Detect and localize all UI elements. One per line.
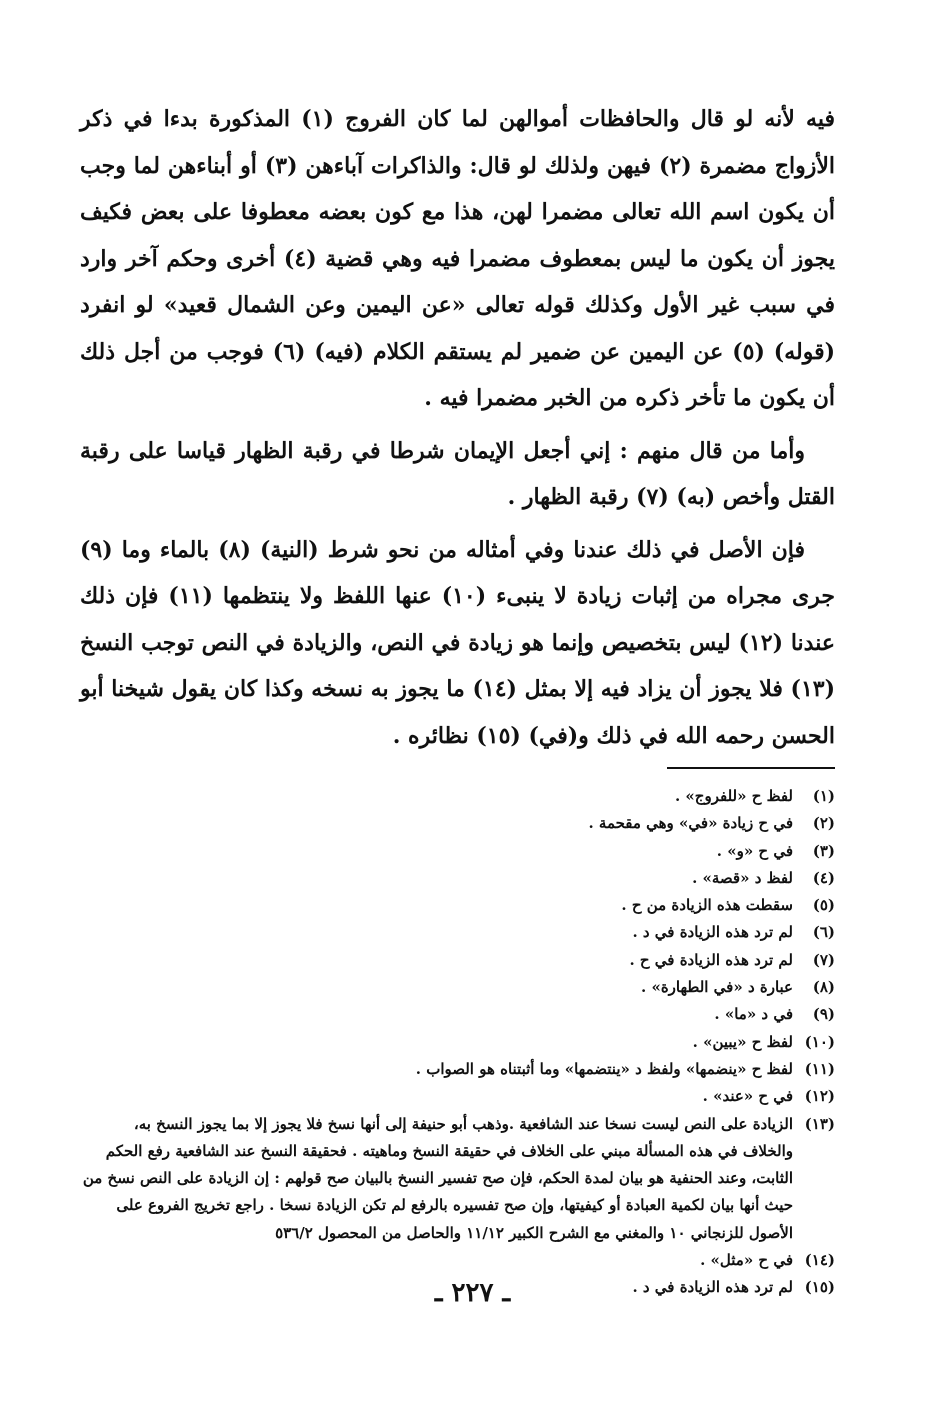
footnote-number: (١٣) (804, 1114, 835, 1133)
footnote-number: (٥) (812, 896, 835, 915)
footnote-text: لم ترد هذه الزيادة في د . (632, 1278, 793, 1297)
footnote-text: في ح «عند» . (702, 1087, 793, 1106)
footnote-text: سقطت هذه الزيادة من ح . (621, 896, 793, 915)
footnote-number: (٢) (812, 814, 835, 833)
footnote-number: (٤) (812, 868, 835, 887)
footnote (80, 1029, 835, 1056)
footnote-number: (١٢) (804, 1087, 835, 1106)
footnote-number: (١) (812, 787, 835, 805)
footnote-number: (١٤) (804, 1251, 835, 1270)
footnote-number: (٣) (812, 841, 835, 860)
page-number: ـ ٢٢٧ ـ (434, 1278, 511, 1308)
footnote-number: (١٠) (804, 1032, 835, 1051)
footnote-text: لم ترد هذه الزيادة في د . (632, 923, 793, 942)
footnote (80, 838, 835, 865)
footnote-text: لم ترد هذه الزيادة في ح . (629, 950, 793, 969)
footnote-number: (٨) (812, 978, 835, 997)
footnote (80, 947, 835, 974)
footnote-text: لفظ ح «ينضمها» ولفظ د «ينتضمها» وما أثبتناه هو الصواب . (415, 1059, 793, 1078)
paragraph-3: فإن الأصل في ذلك عندنا وفي أمثاله من نحو شرط (النية) (٨) بالماء وما (٩) جرى مجراه من إثبات زيادة لا ينبىء (١٠) عنها اللفظ ولا ينتظمها (١١) فإن ذلك عندنا (١٢) ليس بتخصيص وإنما هو زيادة في النص، والزيادة في النص توجب النسخ (١٣) فلا يجوز أن يزاد فيه إلا بمثل (١٤) ما يجوز به نسخه وكذا كان يقول شيخنا أبو الحسن رحمه الله في ذلك و(في) (١٥) نظائره . (80, 536, 836, 749)
footnote (80, 1247, 835, 1274)
footnote-text: في ح «و» . (716, 841, 793, 860)
footnote-number: (٦) (812, 923, 835, 942)
footnote (80, 1111, 835, 1247)
footnotes (80, 783, 835, 1302)
footnote (80, 974, 835, 1001)
footnote-text: في ح زيادة «في» وهي مقحمة . (588, 814, 793, 833)
paragraph-1: فيه لأنه لو قال والحافظات أموالهن لما كان الفروج (١) المذكورة بدءا في ذكر الأزواج مضمرة (٢) فيهن ولذلك لو قال: والذاكرات آباءهن (٣) أو أبناءهن لما وجب أن يكون اسم الله تعالى مضمرا لهن، هذا مع كون بعضه معطوفا على بعض فكيف يجوز أن يكون ما ليس بمعطوف مضمرا فيه وهي قضية (٤) أخرى وحكم آخر وارد في سبب غير الأول وكذلك قوله تعالى «عن اليمين وعن الشمال قعيد» لو انفرد (قوله) (٥) عن اليمين عن ضمير لم يستقم الكلام (فيه) (٦) فوجب من أجل ذلك أن يكون ما تأخر ذكره من الخبر مضمرا فيه . (80, 106, 836, 411)
footnote-text: في د «ما» . (714, 1005, 793, 1024)
footnote-number: (٩) (812, 1005, 835, 1024)
footnote (80, 892, 835, 919)
footnote-text: لفظ ح «للفروج» . (674, 787, 793, 805)
footnote-number: (٧) (812, 950, 835, 969)
footnote (80, 1056, 835, 1083)
footnote-number: (١٥) (804, 1278, 835, 1297)
footnote (80, 1083, 835, 1110)
footnote (80, 783, 835, 810)
footnote-number: (١١) (804, 1059, 835, 1078)
footnote-text: لفظ ح «يبين» . (692, 1032, 793, 1051)
main-text (80, 96, 835, 759)
footnote (80, 810, 835, 837)
footnote-text: الزيادة على النص ليست نسخا عند الشافعية .وذهب أبو حنيفة إلى أنها نسخ فلا يجوز إلا بما يجوز النسخ به، والخلاف في هذه المسألة مبني على الخلاف في حقيقة النسخ وماهيته . فحقيقة النسخ عند الشافعية رفع الحكم الثابت، وعند الحنفية هو بيان لمدة الحكم، فإن صح تفسير النسخ بالبيان صح قولهم : إن الزيادة على النص نسخ من حيث أنها بيان لكمية العبادة أو كيفيتها، وإن صح تفسيره بالرفع لم تكن الزيادة نسخا . راجع تخريج الفروع على الأصول للزنجاني ١٠ والمغني مع الشرح الكبير ١١/١٢ والحاصل من المحصول ٥٣٦/٢ (82, 1114, 793, 1242)
footnote-text: عبارة د «في الطهارة» . (641, 978, 793, 997)
footnote-separator (667, 767, 835, 769)
footnote (80, 865, 835, 892)
footnote (80, 919, 835, 946)
footnote (80, 1001, 835, 1028)
footnote-text: لفظ د «قصة» . (692, 868, 793, 887)
paragraph-2: وأما من قال منهم : إني أجعل الإيمان شرطا في رقبة الظهار قياسا على رقبة القتل وأخص (به) (٧) رقبة الظهار . (80, 437, 835, 510)
footnote-text: في ح «مثل» . (700, 1251, 793, 1270)
